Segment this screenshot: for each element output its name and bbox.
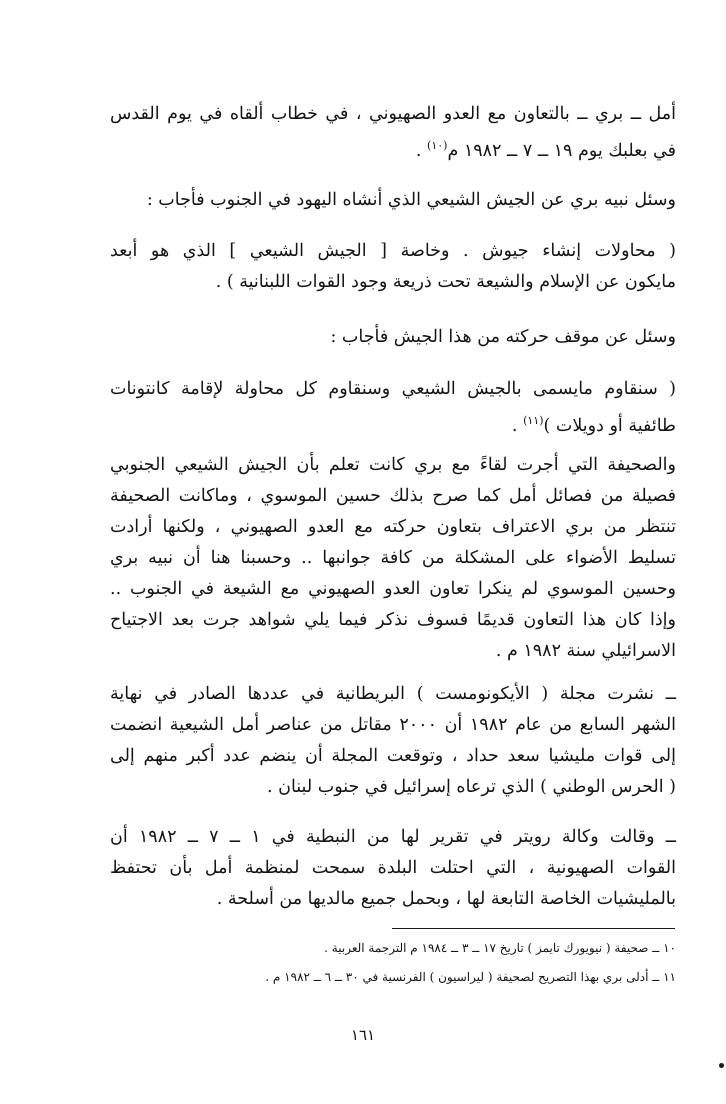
footnote-ref-11: (١١) bbox=[523, 414, 544, 427]
footnote-11: ١١ ــ أدلى بري بهذا التصريح لصحيفة ( ليراسيون ) الفرنسية في ٣٠ ــ ٦ ــ ١٩٨٢ م . bbox=[265, 970, 676, 984]
paragraph-3-line-1: ( محاولات إنشاء جيوش . وخاصة [ الجيش الشيعي ] الذي هو أبعد bbox=[110, 241, 676, 261]
paragraph-5-line-2-end: . bbox=[511, 416, 524, 436]
paragraph-5-line-1: ( سنقاوم مايسمى بالجيش الشيعي وسنقاوم كل محاولة لإقامة كانتونات bbox=[110, 379, 676, 399]
paragraph-6-line-6: وإذا كان هذا التعاون قديمًا فسوف نذكر فيما يلي شواهد جرت بعد الاجتياح bbox=[110, 610, 676, 630]
paragraph-5 bbox=[110, 374, 676, 442]
paragraph-7 bbox=[110, 679, 676, 803]
paragraph-1-line-2-text: في بعلبك يوم ١٩ ــ ٧ ــ ١٩٨٢ م bbox=[447, 141, 676, 161]
paragraph-6-line-4: تسليط الأضواء على المشكلة من كافة جوانبها .. وحسبنا هنا أن نبيه بري bbox=[110, 548, 676, 568]
paragraph-6-line-7: الاسرائيلي سنة ١٩٨٢ م . bbox=[495, 641, 676, 661]
paragraph-2-line-1: وسئل نبيه بري عن الجيش الشيعي الذي أنشاه اليهود في الجنوب فأجاب : bbox=[146, 190, 676, 210]
footnote-ref-10: (١٠) bbox=[427, 139, 448, 152]
paragraph-1-line-2 bbox=[110, 130, 676, 167]
paragraph-3-line-2: مايكون عن الإسلام والشيعة تحت ذريعة وجود القوات اللبنانية ) . bbox=[215, 272, 676, 292]
paragraph-7-line-3: إلى قوات مليشيا سعد حداد ، وتوقعت المجلة أن ينضم عدد أكبر منهم إلى bbox=[110, 746, 676, 766]
paragraph-7-line-4: ( الحرس الوطني ) الذي ترعاه إسرائيل في جنوب لبنان . bbox=[266, 777, 676, 797]
page-number: ١٦١ bbox=[350, 1026, 376, 1044]
paragraph-3 bbox=[110, 236, 676, 298]
paragraph-1-line-1: أمل ــ بري ــ بالتعاون مع العدو الصهيوني ، في خطاب ألقاه في يوم القدس bbox=[110, 104, 676, 124]
paragraph-6-line-3: تنتظر من بري الاعتراف بتعاون حركته مع العدو الصهيوني ، ولكنها أرادت bbox=[110, 517, 676, 537]
paragraph-6 bbox=[110, 450, 676, 667]
scan-mark bbox=[719, 1063, 724, 1068]
paragraph-1-line-2-end: . bbox=[415, 141, 428, 161]
footnote-10: ١٠ ــ صحيفة ( نيويورك تايمز ) تاريخ ١٧ ــ ٣ ــ ١٩٨٤ م الترجمة العربية . bbox=[324, 941, 676, 955]
paragraph-8-line-3: بالمليشيات الخاصة التابعة لها ، وبحمل جميع مالديها من أسلحة . bbox=[216, 889, 676, 909]
paragraph-4 bbox=[110, 322, 676, 353]
paragraph-8-line-1: ــ وقالت وكالة رويتر في تقرير لها من النبطية في ١ ــ ٧ ــ ١٩٨٢ أن bbox=[110, 827, 676, 847]
paragraph-5-line-2 bbox=[110, 405, 676, 442]
paragraph-7-line-2: الشهر السابع من عام ١٩٨٢ أن ٢٠٠٠ مقاتل من عناصر أمل الشيعية انضمت bbox=[110, 715, 677, 735]
paragraph-6-line-1: والصحيفة التي أجرت لقاءً مع بري كانت تعلم بأن الجيش الشيعي الجنوبي bbox=[110, 455, 676, 475]
paragraph-7-line-1: ــ نشرت مجلة ( الأيكونومست ) البريطانية في عددها الصادر في نهاية bbox=[110, 684, 676, 704]
paragraph-2 bbox=[110, 185, 676, 216]
paragraph-5-line-2-text: طائفية أو دويلات ) bbox=[543, 416, 676, 436]
paragraph-6-line-5: وحسين الموسوي لم ينكرا تعاون العدو الصهيوني مع الشيعة في الجنوب .. bbox=[110, 579, 676, 599]
paragraph-8 bbox=[110, 822, 676, 915]
paragraph-6-line-2: فصيلة من فصائل أمل كما صرح بذلك حسين الموسوي ، وماكانت الصحيفة bbox=[110, 486, 676, 506]
footnotes bbox=[150, 934, 676, 992]
paragraph-8-line-2: القوات الصهيونية ، التي احتلت البلدة سمحت لمنظمة أمل بأن تحتفظ bbox=[110, 858, 676, 878]
paragraph-4-line-1: وسئل عن موقف حركته من هذا الجيش فأجاب : bbox=[330, 327, 676, 347]
paragraph-1 bbox=[110, 99, 676, 167]
footnote-divider bbox=[392, 928, 675, 929]
